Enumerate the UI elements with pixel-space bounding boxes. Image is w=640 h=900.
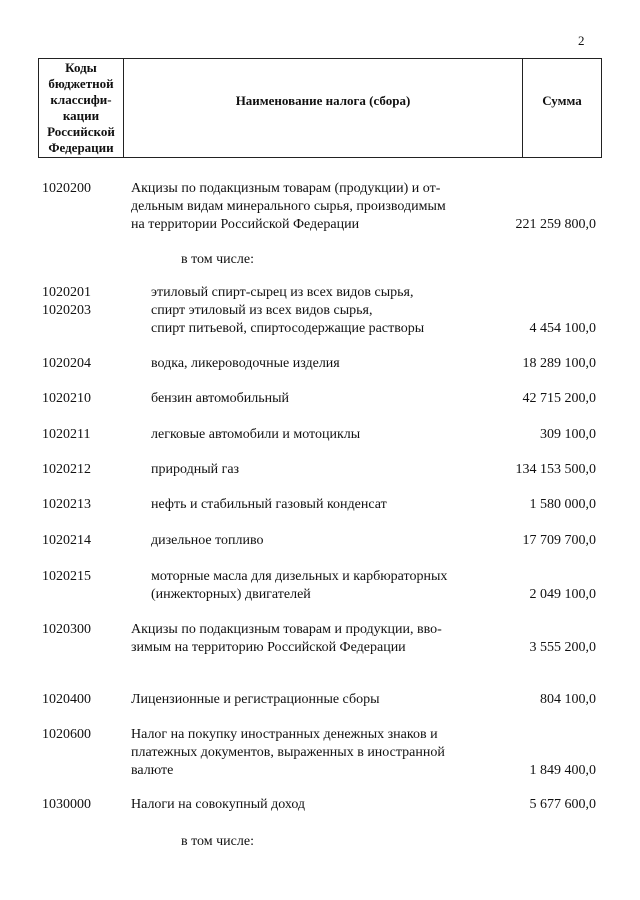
row-name: нефть и стабильный газовый конденсат (151, 497, 387, 512)
row-name: бензин автомобильный (151, 391, 290, 406)
table-row (0, 532, 640, 550)
row-amount: 221 259 800,0 (515, 217, 596, 232)
row-amount: 2 049 100,0 (529, 587, 596, 602)
header-name-column: Наименование налога (сбора) (124, 59, 523, 157)
row-code: 1020215 (42, 569, 91, 584)
table-row (0, 568, 640, 604)
table-row (0, 726, 640, 780)
row-name: Налоги на совокупный доход (131, 797, 306, 812)
table-row (0, 796, 640, 814)
table-row (0, 180, 640, 234)
row-name: природный газ (151, 462, 240, 477)
row-amount: 1 849 400,0 (529, 763, 596, 778)
row-amount: 1 580 000,0 (529, 497, 596, 512)
row-code: 1020211 (42, 427, 91, 442)
table-row (0, 355, 640, 373)
row-name: Лицензионные и регистрационные сборы (131, 692, 380, 707)
row-code: 1020300 (42, 622, 91, 637)
row-amount: 18 289 100,0 (522, 356, 596, 371)
row-code: 1020201 1020203 (42, 285, 91, 318)
table-row (0, 691, 640, 709)
row-code: 1020400 (42, 692, 91, 707)
header-code-column: Коды бюджетной классифи- кации Российской Федерации (39, 59, 124, 157)
page-number: 2 (578, 33, 585, 48)
row-name: Налог на покупку иностранных денежных знаков и платежных документов, выраженных в иностранной валюте (131, 727, 445, 778)
row-name: Акцизы по подакцизным товарам и продукции, вво- зимым на территорию Российской Федерации (131, 622, 442, 655)
row-code: 1020212 (42, 462, 91, 477)
row-amount: 4 454 100,0 (529, 321, 596, 336)
row-amount: 17 709 700,0 (522, 533, 596, 548)
table-row (0, 621, 640, 657)
row-name: Акцизы по подакцизным товарам (продукции) и от- дельным видам минерального сырья, производимым на территории Российской Федерации (131, 181, 446, 232)
row-amount: 804 100,0 (540, 692, 596, 707)
row-code: 1020600 (42, 727, 91, 742)
row-name: моторные масла для дизельных и карбюраторных (инжекторных) двигателей (151, 569, 448, 602)
subheader-in-that-number: в том числе: (181, 834, 254, 849)
table-row (0, 496, 640, 514)
table-header (38, 58, 602, 158)
row-amount: 134 153 500,0 (515, 462, 596, 477)
table-row (0, 390, 640, 408)
row-name: легковые автомобили и мотоциклы (151, 427, 361, 442)
row-code: 1020210 (42, 391, 91, 406)
table-row (0, 426, 640, 444)
row-code: 1020213 (42, 497, 91, 512)
row-amount: 42 715 200,0 (522, 391, 596, 406)
row-amount: 309 100,0 (540, 427, 596, 442)
row-code: 1020200 (42, 181, 91, 196)
table-row (0, 284, 640, 338)
row-code: 1020214 (42, 533, 91, 548)
row-name: этиловый спирт-сырец из всех видов сырья, спирт этиловый из всех видов сырья, спирт питьевой, спиртосодержащие растворы (151, 285, 425, 336)
subheader-in-that-number: в том числе: (181, 252, 254, 267)
header-sum-column: Сумма (542, 93, 582, 108)
row-code: 1030000 (42, 797, 91, 812)
row-name: водка, ликероводочные изделия (151, 356, 340, 371)
row-code: 1020204 (42, 356, 91, 371)
row-name: дизельное топливо (151, 533, 264, 548)
table-row (0, 461, 640, 479)
row-amount: 3 555 200,0 (529, 640, 596, 655)
row-amount: 5 677 600,0 (529, 797, 596, 812)
